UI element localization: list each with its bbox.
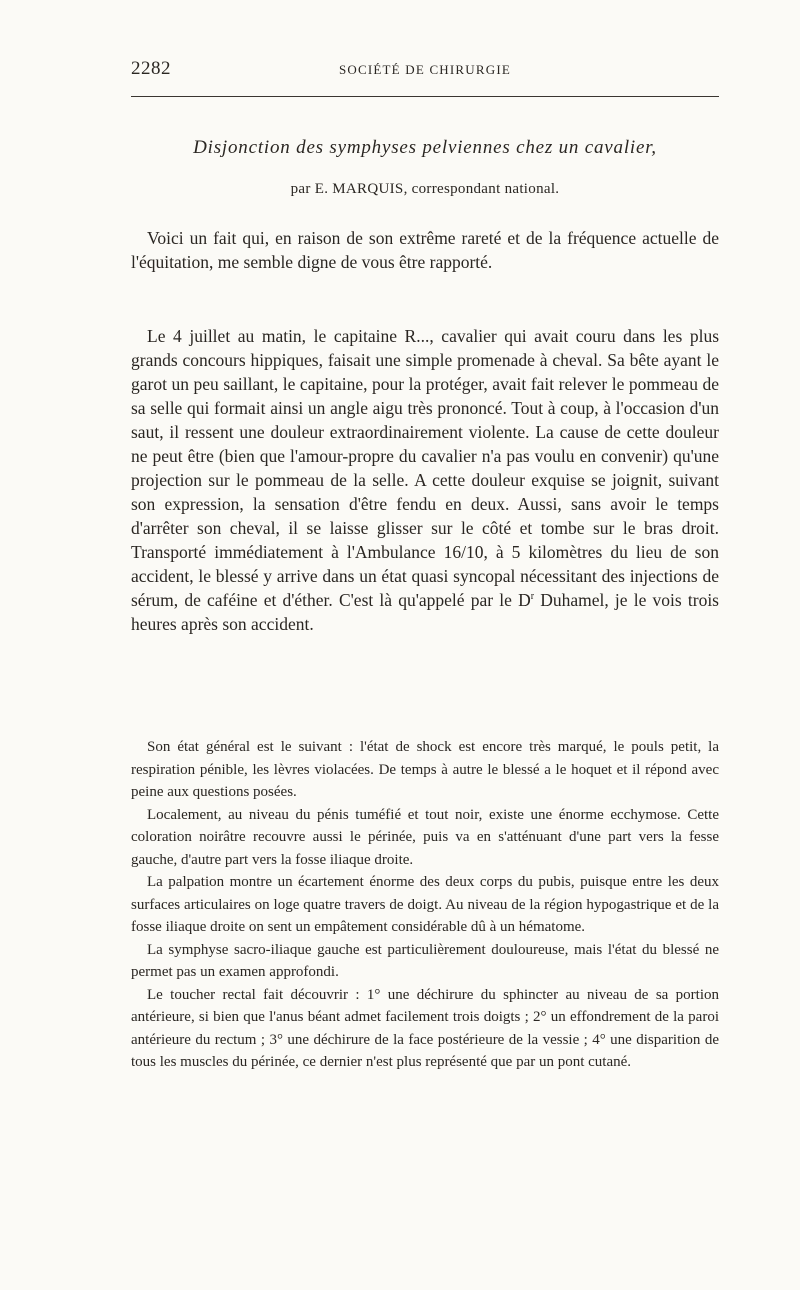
article-title: Disjonction des symphyses pelviennes chez un cavalier, <box>193 137 657 158</box>
clinical-paragraph-general-state: Son état général est le suivant : l'état de shock est encore très marqué, le pouls petit, la respiration pénible, les lèvres violacées. De temps à autre le blessé a le hoquet et il répond avec peine aux questions posées. <box>131 739 719 800</box>
doctor-title-superscript: r <box>530 591 535 603</box>
clinical-paragraph-palpation: La palpation montre un écartement énorme des deux corps du pubis, puisque entre les deux surfaces articulaires on loge quatre travers de doigt. Au niveau de la région hypogastrique et de la fosse iliaque droite on sent un empâtement considérable dû à un hématome. <box>131 874 719 935</box>
page-number: 2282 <box>131 58 171 79</box>
narrative-paragraph <box>131 324 719 636</box>
clinical-paragraph-local-findings: Localement, au niveau du pénis tuméfié et tout noir, existe une énorme ecchymose. Cette coloration noirâtre recouvre aussi le périnée, puis va en s'atténuant d'une part vers la fesse gauche, d'autre part vers la fosse iliaque droite. <box>131 806 719 868</box>
doctor-title: D <box>518 590 531 610</box>
intro-paragraph: Voici un fait qui, en raison de son extrême rareté et de la fréquence actuelle de l'équitation, me semble digne de vous être rapporté. <box>131 228 719 272</box>
clinical-paragraph-sacroiliac: La symphyse sacro-iliaque gauche est particulièrement douloureuse, mais l'état du blessé ne permet pas un examen approfondi. <box>131 941 719 980</box>
running-head: SOCIÉTÉ DE CHIRURGIE <box>338 62 512 77</box>
article-byline: par E. MARQUIS, correspondant national. <box>290 181 560 197</box>
narrative-text-end: Duhamel, je le vois trois heures après son accident. <box>131 590 719 634</box>
clinical-findings <box>131 736 719 1074</box>
clinical-paragraph-rectal-exam: Le toucher rectal fait découvrir : 1° une déchirure du sphincter au niveau de sa portion antérieure, si bien que l'anus béant admet facilement trois doigts ; 2° un effondrement de la paroi antérieure du rectum ; 3° une déchirure de la face postérieure de la vessie ; 4° une disparition de tous les muscles du périnée, ce dernier n'est plus représenté que par un pont cutané. <box>131 986 719 1070</box>
page-header <box>131 58 719 82</box>
narrative-text: Le 4 juillet au matin, le capitaine R..., cavalier qui avait couru dans les plus grands concours hippiques, faisait une simple promenade à cheval. Sa bête ayant le garot un peu saillant, le capitaine, pour la protéger, avait fait relever le pommeau de sa selle qui formait ainsi un angle aigu très prononcé. Tout à coup, à l'occasion d'un saut, il ressent une douleur extraordinairement violente. La cause de cette douleur ne peut être (bien que l'amour-propre du cavalier n'a pas voulu en convenir) qu'une projection sur le pommeau de la selle. A cette douleur exquise se joignit, suivant son expression, la sensation d'être fendu en deux. Aussi, sans avoir le temps d'arrêter son cheval, il se laisse glisser sur le côté et tombe sur le bras droit. Transporté immédiatement à l'Ambulance 16/10, à 5 kilomètres du lieu de son accident, le blessé y arrive dans un état quasi syncopal nécessitant des injections de sérum, de caféine et d'éther. C'est là qu'appelé par le <box>131 326 719 610</box>
header-rule <box>131 96 719 97</box>
